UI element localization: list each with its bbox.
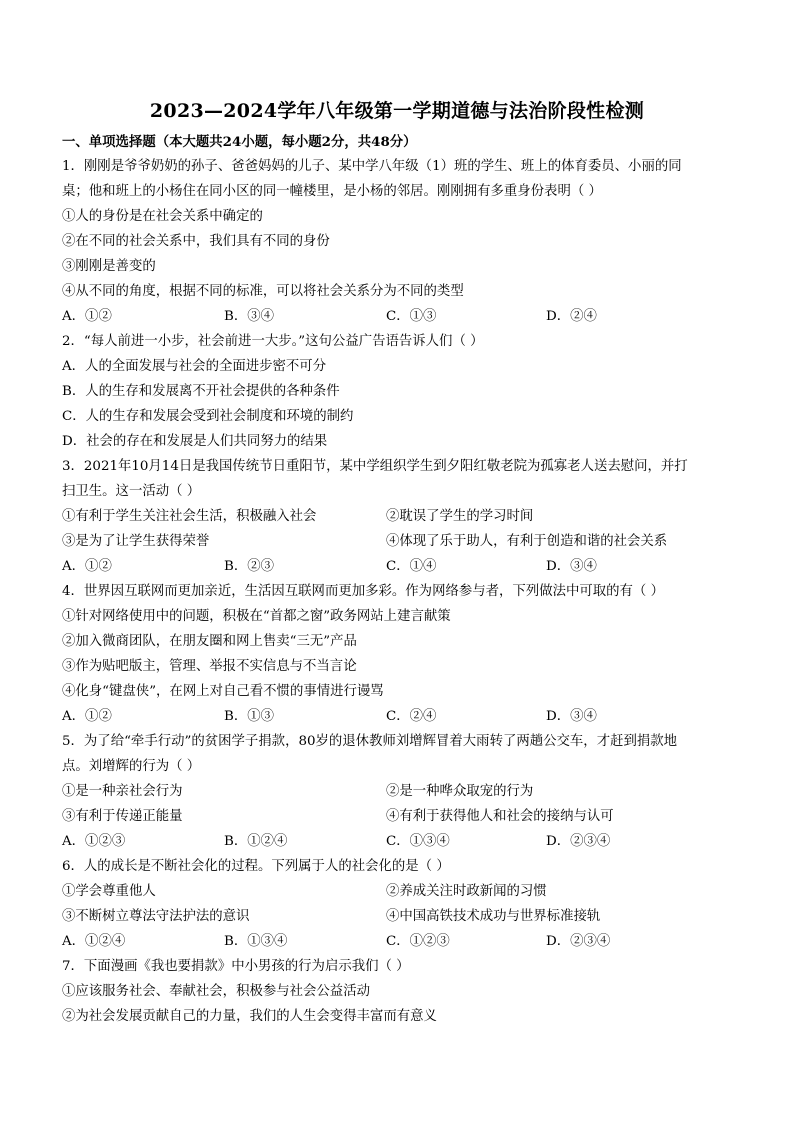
q1-stem-2: 桌；他和班上的小杨住在同小区的同一幢楼里，是小杨的邻居。刚刚拥有多重身份表明（ ） [62, 184, 602, 199]
q2-option-a[interactable]: A．人的全面发展与社会的全面进步密不可分 [62, 359, 327, 374]
q3-option-b[interactable]: B．②③ [224, 559, 275, 574]
q6-item-1: ①学会尊重他人 [62, 884, 156, 899]
q3-item-4: ④体现了乐于助人，有利于创造和谐的社会关系 [386, 534, 668, 549]
q3-option-d[interactable]: D．③④ [546, 559, 597, 574]
q5-option-d[interactable]: D．②③④ [546, 834, 611, 849]
q6-option-b[interactable]: B．①③④ [224, 934, 288, 949]
q2-option-c[interactable]: C．人的生存和发展会受到社会制度和环境的制约 [62, 409, 354, 424]
q3-item-1: ①有利于学生关注社会生活，积极融入社会 [62, 509, 317, 524]
q7-item-2: ②为社会发展贡献自己的力量，我们的人生会变得丰富而有意义 [62, 1009, 437, 1024]
q5-stem-1: 5．为了给“牵手行动”的贫困学子捐款，80岁的退休教师刘增辉冒着大雨转了两趟公交车，才赶到捐款地 [62, 734, 678, 749]
q5-stem-2: 点。刘增辉的行为（ ） [62, 759, 201, 774]
q3-item-3: ③是为了让学生获得荣誉 [62, 534, 210, 549]
q3-stem-1: 3．2021年10月14日是我国传统节日重阳节，某中学组织学生到夕阳红敬老院为孤寡老人送去慰问，并打 [62, 459, 688, 474]
q6-item-2: ②养成关注时政新闻的习惯 [386, 884, 547, 899]
q1-option-a[interactable]: A．①② [62, 309, 112, 324]
q1-stem-1: 1．刚刚是爷爷奶奶的孙子、爸爸妈妈的儿子、某中学八年级（1）班的学生、班上的体育委员、小丽的同 [62, 159, 682, 174]
q1-option-c[interactable]: C．①③ [386, 309, 437, 324]
q4-option-c[interactable]: C．②④ [386, 709, 437, 724]
q4-item-2: ②加入微商团队，在朋友圈和网上售卖“三无”产品 [62, 634, 357, 649]
q6-option-d[interactable]: D．②③④ [546, 934, 611, 949]
q1-item-2: ②在不同的社会关系中，我们具有不同的身份 [62, 234, 330, 249]
q3-item-2: ②耽误了学生的学习时间 [386, 509, 534, 524]
q5-option-a[interactable]: A．①②③ [62, 834, 126, 849]
q5-item-4: ④有利于获得他人和社会的接纳与认可 [386, 809, 614, 824]
q6-option-c[interactable]: C．①②③ [386, 934, 450, 949]
q4-option-d[interactable]: D．③④ [546, 709, 597, 724]
q2-option-b[interactable]: B．人的生存和发展离不开社会提供的各种条件 [62, 384, 340, 399]
q4-item-4: ④化身“键盘侠”，在网上对自己看不惯的事情进行谩骂 [62, 684, 384, 699]
q6-option-a[interactable]: A．①②④ [62, 934, 126, 949]
q4-stem: 4．世界因互联网而更加亲近，生活因互联网而更加多彩。作为网络参与者，下列做法中可取的有（ ） [62, 584, 664, 599]
q3-stem-2: 扫卫生。这一活动（ ） [62, 484, 201, 499]
section-heading: 一、单项选择题（本大题共24小题，每小题2分，共48分） [62, 134, 417, 150]
q4-option-a[interactable]: A．①② [62, 709, 112, 724]
q7-item-1: ①应该服务社会、奉献社会，积极参与社会公益活动 [62, 984, 370, 999]
q6-item-3: ③不断树立尊法守法护法的意识 [62, 909, 250, 924]
exam-title: 2023—2024学年八年级第一学期道德与法治阶段性检测 [149, 100, 645, 122]
q4-option-b[interactable]: B．①③ [224, 709, 275, 724]
q1-item-4: ④从不同的角度，根据不同的标准，可以将社会关系分为不同的类型 [62, 284, 464, 299]
q3-option-c[interactable]: C．①④ [386, 559, 437, 574]
q6-stem: 6．人的成长是不断社会化的过程。下列属于人的社会化的是（ ） [62, 859, 450, 874]
q6-item-4: ④中国高铁技术成功与世界标准接轨 [386, 909, 601, 924]
q5-item-2: ②是一种哗众取宠的行为 [386, 784, 534, 799]
q2-option-d[interactable]: D．社会的存在和发展是人们共同努力的结果 [62, 434, 328, 449]
q1-option-b[interactable]: B．③④ [224, 309, 275, 324]
q3-option-a[interactable]: A．①② [62, 559, 112, 574]
q1-item-1: ①人的身份是在社会关系中确定的 [62, 209, 263, 224]
q5-item-1: ①是一种亲社会行为 [62, 784, 183, 799]
q5-option-b[interactable]: B．①②④ [224, 834, 288, 849]
q1-item-3: ③刚刚是善变的 [62, 259, 156, 274]
q4-item-3: ③作为贴吧版主，管理、举报不实信息与不当言论 [62, 659, 357, 674]
q5-option-c[interactable]: C．①③④ [386, 834, 450, 849]
q7-stem: 7．下面漫画《我也要捐款》中小男孩的行为启示我们（ ） [62, 959, 410, 974]
q5-item-3: ③有利于传递正能量 [62, 809, 183, 824]
q1-option-d[interactable]: D．②④ [546, 309, 597, 324]
q4-item-1: ①针对网络使用中的问题，积极在“首都之窗”政务网站上建言献策 [62, 609, 451, 624]
q2-stem: 2．“每人前进一小步，社会前进一大步。”这句公益广告语告诉人们（ ） [62, 334, 484, 349]
